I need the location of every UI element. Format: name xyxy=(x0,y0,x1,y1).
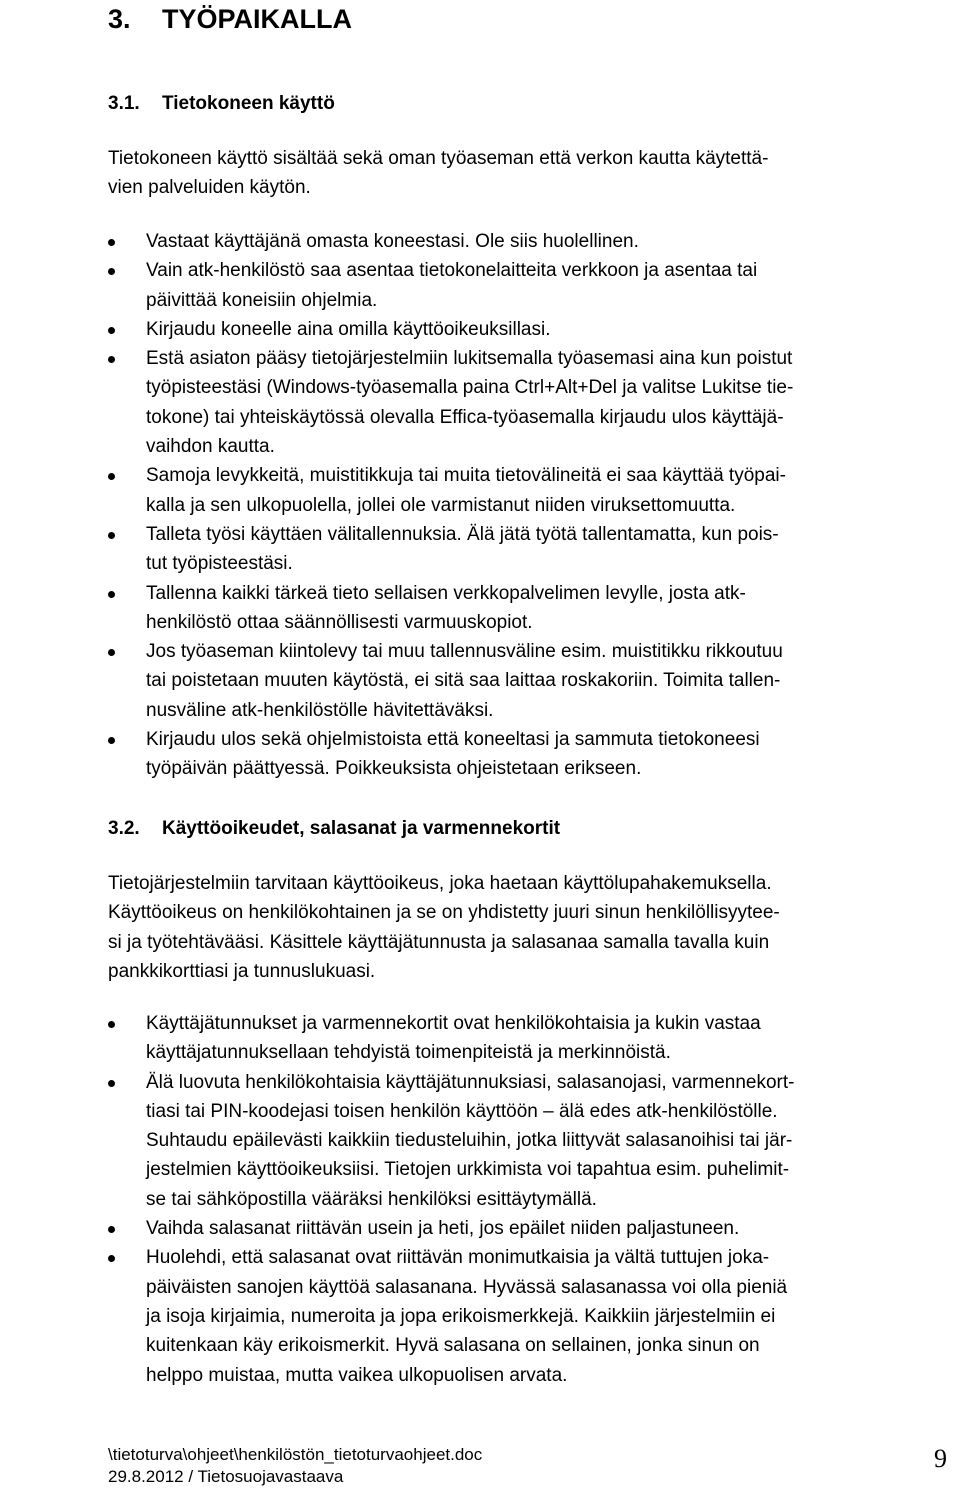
list-item-line: tokone) tai yhteiskäytössä olevalla Effica-työasemalla kirjaudu ulos käyttäjä- xyxy=(146,406,784,428)
list-item-line: Tallenna kaikki tärkeä tieto sellaisen verkkopalvelimen levylle, josta atk- xyxy=(146,582,746,604)
list-item-line: kalla ja sen ulkopuolella, jollei ole varmistanut niiden viruksettomuutta. xyxy=(146,494,736,516)
list-item xyxy=(0,579,960,638)
list-item-line: se tai sähköpostilla vääräksi henkilöksi esittäytymällä. xyxy=(146,1188,597,1210)
bullet-icon xyxy=(108,268,115,275)
list-item-line: tai poistetaan muuten käytöstä, ei sitä saa laittaa roskakoriin. Toimita tallen- xyxy=(146,670,781,692)
page-number: 9 xyxy=(934,1444,947,1473)
list-item-line: Suhtaudu epäilevästi kaikkiin tiedusteluihin, jotka liittyvät salasanoihisi tai jär- xyxy=(146,1130,793,1152)
bullet-icon xyxy=(108,649,115,656)
subsection-heading-3-2 xyxy=(108,816,560,842)
list-item-line: Käyttäjätunnukset ja varmennekortit ovat henkilökohtaisia ja kukin vastaa xyxy=(146,1013,761,1034)
list-item-line: Jos työaseman kiintolevy tai muu tallennusväline esim. muistitikku rikkoutuu xyxy=(146,641,783,663)
paragraph-line: Tietokoneen käyttö sisältää sekä oman työaseman että verkon kautta käytettä- xyxy=(108,148,769,169)
bullet-icon xyxy=(108,1226,115,1233)
list-item-line: käyttäjatunnuksellaan tehdyistä toimenpiteistä ja merkinnöistä. xyxy=(146,1042,671,1064)
list-item-line: Kirjaudu koneelle aina omilla käyttöoikeuksillasi. xyxy=(146,318,551,340)
list-item-line: tut työpisteestäsi. xyxy=(146,553,293,575)
list-item-line: Huolehdi, että salasanat ovat riittävän monimutkaisia ja vältä tuttujen joka- xyxy=(146,1247,770,1269)
list-item-line: päiväisten sanojen käyttöä salasanana. Hyvässä salasanassa voi olla pieniä xyxy=(146,1276,788,1298)
list-item xyxy=(0,1009,960,1068)
subsection-title: Tietokoneen käyttö xyxy=(162,93,335,114)
list-item-line: vaihdon kautta. xyxy=(146,436,275,458)
footer-file-path: \tietoturva\ohjeet\henkilöstön_tietoturvaohjeet.doc xyxy=(108,1445,483,1464)
bullet-icon xyxy=(108,737,115,744)
paragraph-line: vien palveluiden käytön. xyxy=(108,177,311,199)
list-item xyxy=(0,461,960,520)
list-item-line: jestelmien käyttöoikeuksiisi. Tietojen urkkimista voi tapahtua esim. puhelimit- xyxy=(146,1159,790,1181)
section-heading xyxy=(108,2,352,36)
list-item xyxy=(0,315,960,344)
bullet-icon xyxy=(108,327,115,334)
list-item-line: nusväline atk-henkilöstölle hävitettäväksi. xyxy=(146,699,494,721)
intro-paragraph-3-2 xyxy=(108,869,948,986)
subsection-number: 3.1. xyxy=(108,93,140,114)
list-item-line: Vain atk-henkilöstö saa asentaa tietokonelaitteita verkkoon ja asentaa tai xyxy=(146,260,758,282)
intro-paragraph-3-1 xyxy=(108,144,948,203)
list-item-line: tiasi tai PIN-koodejasi toisen henkilön käyttöön – älä edes atk-henkilöstölle. xyxy=(146,1100,778,1122)
bullet-icon xyxy=(108,1021,115,1028)
list-item-line: kuitenkaan käy erikoismerkit. Hyvä salasana on sellainen, jonka sinun on xyxy=(146,1335,760,1357)
list-item-line: Vaihda salasanat riittävän usein ja heti, jos epäilet niiden paljastuneen. xyxy=(146,1218,740,1240)
list-item xyxy=(0,344,960,461)
bullet-icon xyxy=(108,473,115,480)
paragraph-line: pankkikorttiasi ja tunnuslukuasi. xyxy=(108,960,376,982)
list-item-line: Estä asiaton pääsy tietojärjestelmiin lukitsemalla työasemasi aina kun poistut xyxy=(146,348,793,370)
list-item-line: työpäivän päättyessä. Poikkeuksista ohjeistetaan erikseen. xyxy=(146,758,642,780)
list-item-line: Talleta työsi käyttäen välitallennuksia. Älä jätä työtä tallentamatta, kun pois- xyxy=(146,523,779,545)
bullet-icon xyxy=(108,356,115,363)
bullet-icon xyxy=(108,532,115,539)
list-item-line: ja isoja kirjaimia, numeroita ja jopa erikoismerkkejä. Kaikkiin järjestelmiin ei xyxy=(146,1305,776,1327)
paragraph-line: Käyttöoikeus on henkilökohtainen ja se on yhdistetty juuri sinun henkilöllisyytee- xyxy=(108,902,780,924)
subsection-title: Käyttöoikeudet, salasanat ja varmennekortit xyxy=(162,818,561,839)
bullet-icon xyxy=(108,1080,115,1087)
password-rules-list xyxy=(0,1009,960,1390)
list-item-line: työpisteestäsi (Windows-työasemalla paina Ctrl+Alt+Del ja valitse Lukitse tie- xyxy=(146,377,794,399)
footer xyxy=(108,1444,482,1488)
bullet-icon xyxy=(108,591,115,598)
list-item xyxy=(0,725,960,784)
list-item-line: Samoja levykkeitä, muistitikkuja tai muita tietovälineitä ei saa käyttää työpai- xyxy=(146,465,786,487)
subsection-number: 3.2. xyxy=(108,818,140,839)
list-item-line: helppo muistaa, mutta vaikea ulkopuolisen arvata. xyxy=(146,1364,568,1386)
bullet-icon xyxy=(108,1255,115,1262)
list-item-line: henkilöstö ottaa säännöllisesti varmuuskopiot. xyxy=(146,611,533,633)
list-item xyxy=(0,1068,960,1214)
list-item-line: Älä luovuta henkilökohtaisia käyttäjätunnuksiasi, salasanojasi, varmennekort- xyxy=(146,1071,795,1093)
list-item-line: Kirjaudu ulos sekä ohjelmistoista että koneeltasi ja sammuta tietokoneesi xyxy=(146,729,760,751)
list-item xyxy=(0,256,960,315)
section-title: TYÖPAIKALLA xyxy=(162,4,352,34)
footer-date-author: 29.8.2012 / Tietosuojavastaava xyxy=(108,1467,344,1486)
computer-use-rules-list xyxy=(0,227,960,784)
section-number: 3. xyxy=(108,4,131,34)
paragraph-line: si ja työtehtävääsi. Käsittele käyttäjätunnusta ja salasanaa samalla tavalla kuin xyxy=(108,931,770,953)
list-item xyxy=(0,1243,960,1389)
list-item xyxy=(0,637,960,725)
list-item-line: päivittää koneisiin ohjelmia. xyxy=(146,289,378,311)
list-item xyxy=(0,227,960,256)
list-item-line: Vastaat käyttäjänä omasta koneestasi. Ole siis huolellinen. xyxy=(146,231,639,252)
subsection-heading-3-1 xyxy=(108,91,335,117)
list-item xyxy=(0,520,960,579)
paragraph-line: Tietojärjestelmiin tarvitaan käyttöoikeus, joka haetaan käyttölupahakemuksella. xyxy=(108,873,772,894)
bullet-icon xyxy=(108,239,115,246)
list-item xyxy=(0,1214,960,1243)
